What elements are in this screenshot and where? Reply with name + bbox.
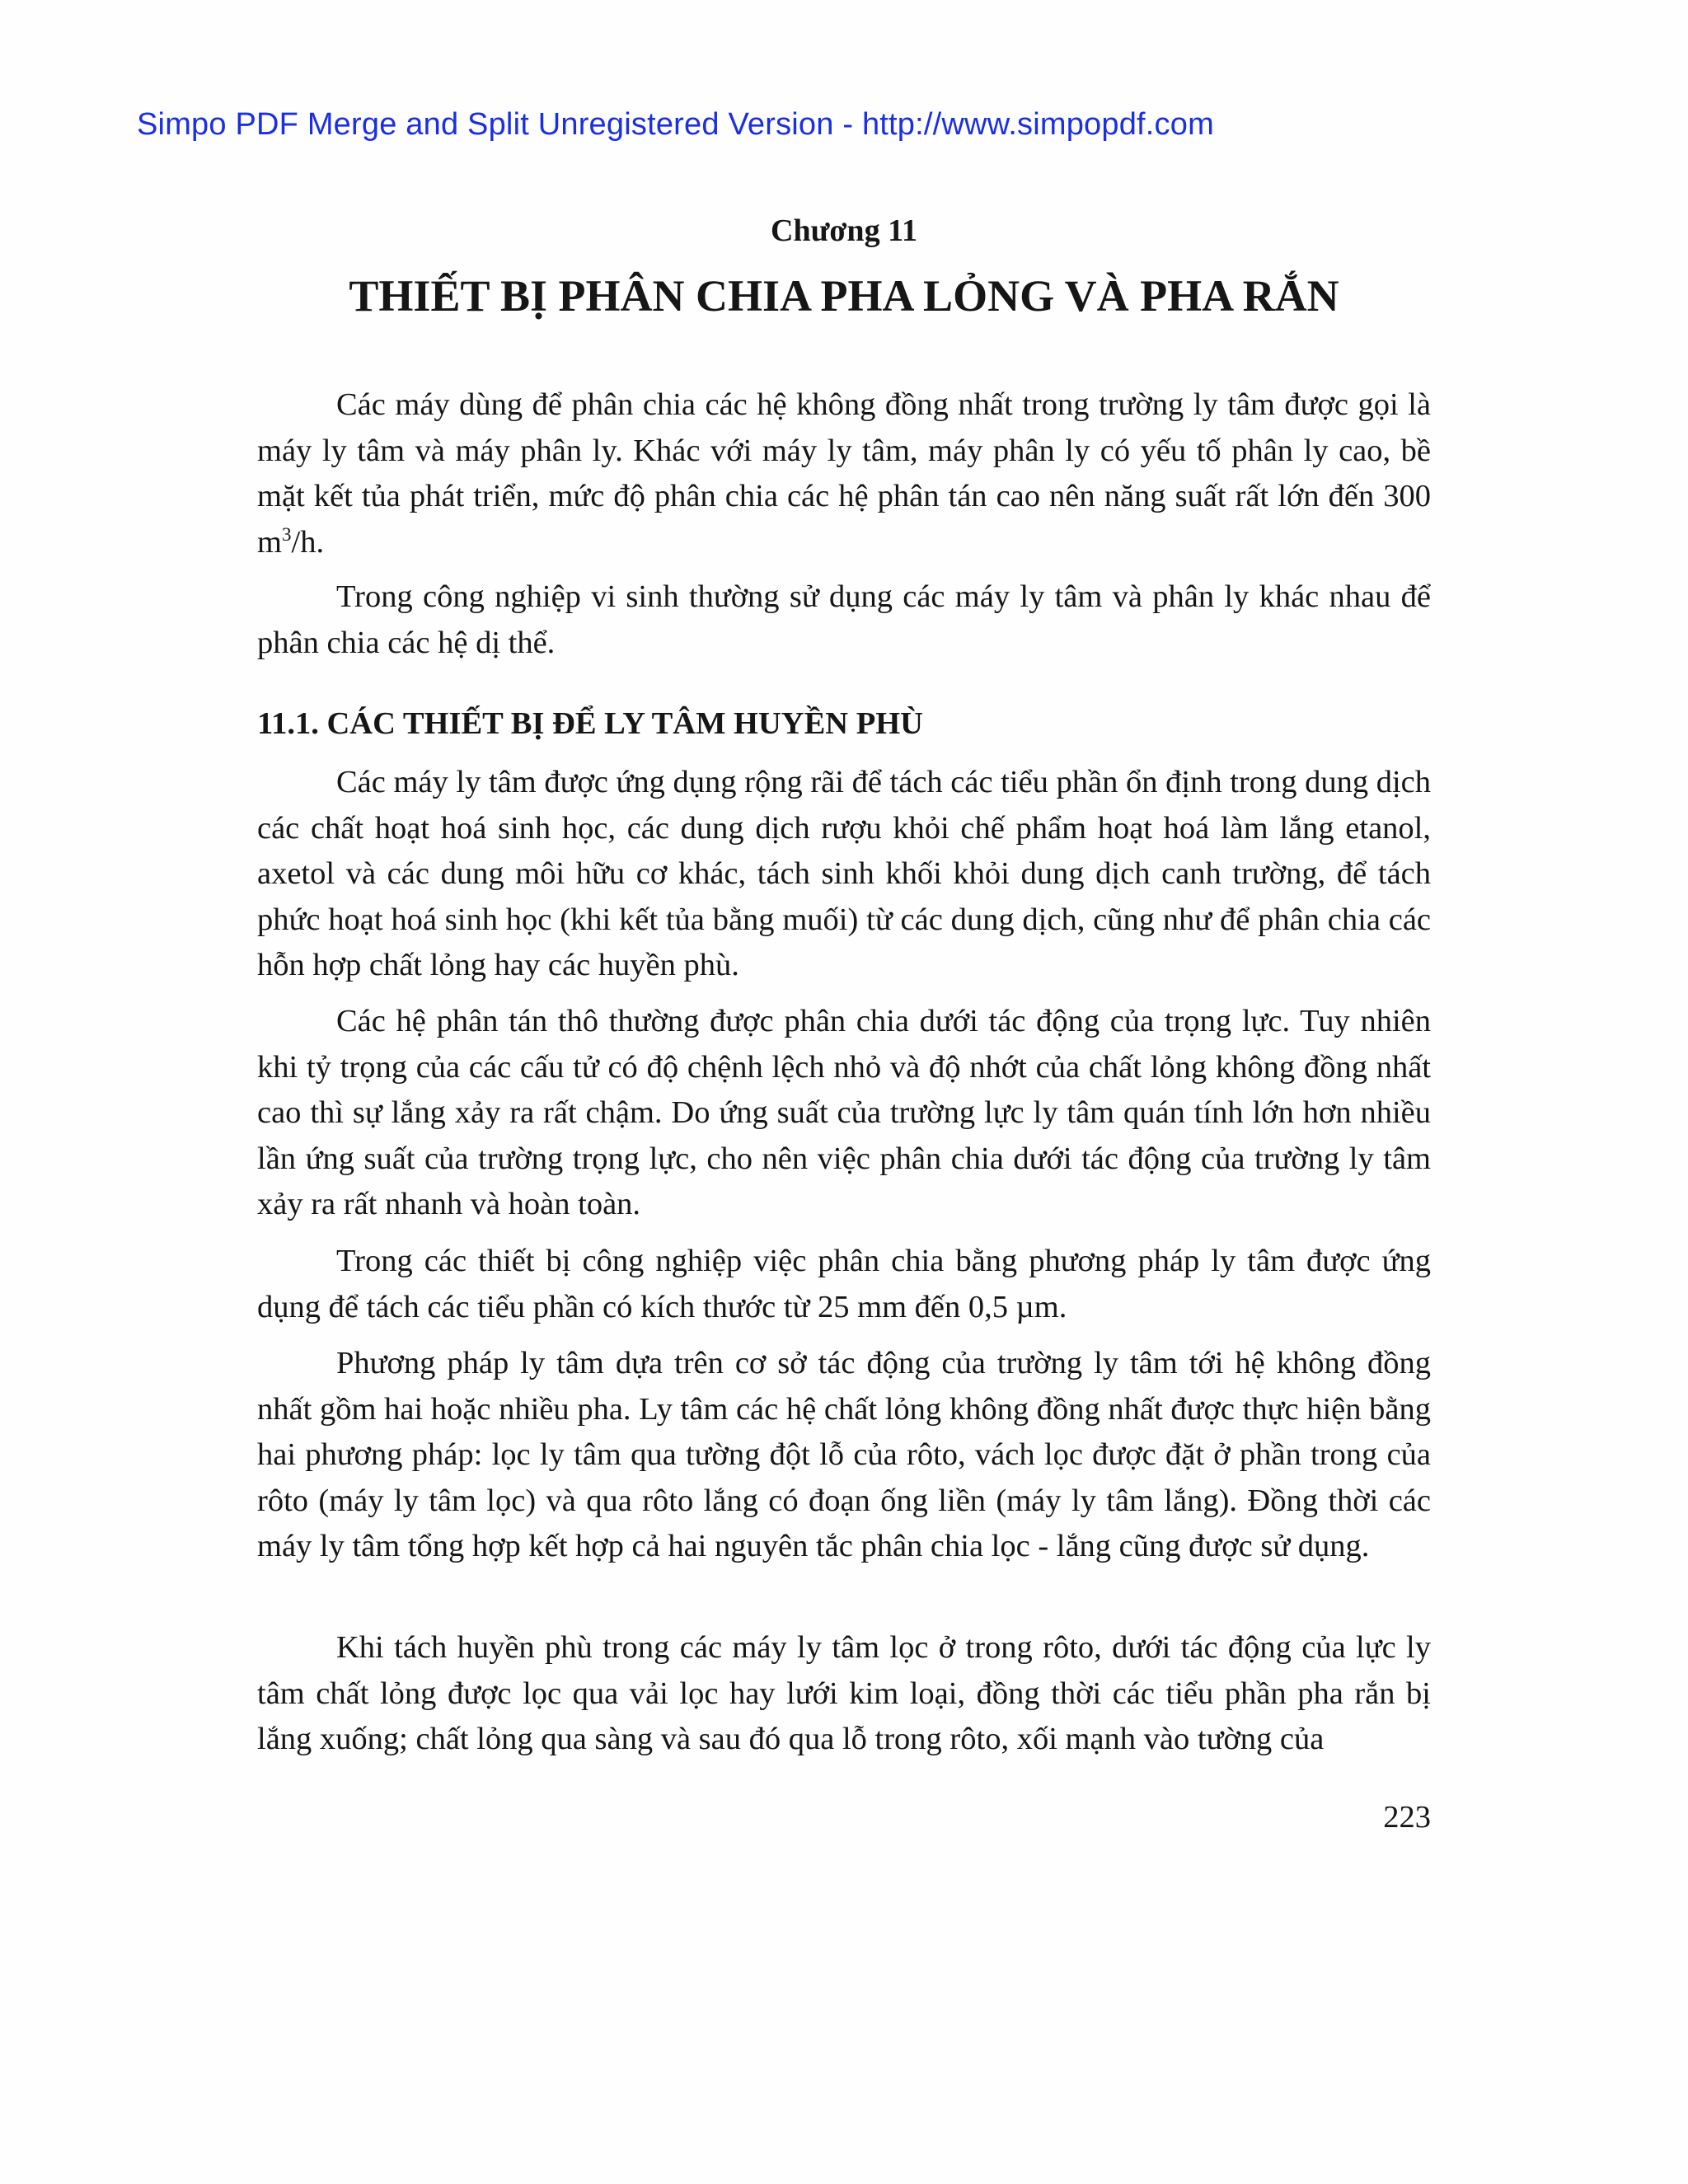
section-paragraph-1: Các máy ly tâm được ứng dụng rộng rãi để tách các tiểu phần ổn định trong dung dịch các chất hoạt hoá sinh học, các dung dịch rượu khỏi chế phẩm hoạt hoá làm lắng etanol, axetol và các dung môi hữu cơ khác, tách sinh khối khỏi dung dịch canh trường, để tách phức hoạt hoá sinh học (khi kết tủa bằng muối) từ các dung dịch, cũng như để phân chia các hỗn hợp chất lỏng hay các huyền phù. — [257, 765, 1431, 982]
page-number: 223 — [1383, 1800, 1431, 1835]
section-paragraph-3: Trong các thiết bị công nghiệp việc phân chia bằng phương pháp ly tâm được ứng dụng để tách các tiểu phần có kích thước từ 25 mm đến 0,5 µm. — [257, 1244, 1431, 1324]
intro-paragraph-1-end: /h. — [291, 524, 325, 560]
section-paragraph-5: Khi tách huyền phù trong các máy ly tâm lọc ở trong rôto, dưới tác động của lực ly tâm chất lỏng được lọc qua vải lọc hay lưới kim loại, đồng thời các tiểu phần pha rắn bị lắng xuống; chất lỏng qua sàng và sau đó qua lỗ trong rôto, xối mạnh vào tường của — [257, 1630, 1431, 1756]
unit-superscript: 3 — [281, 523, 292, 545]
chapter-label: Chương 11 — [771, 213, 917, 248]
intro-paragraph-2: Trong công nghiệp vi sinh thường sử dụng các máy ly tâm và phân ly khác nhau để phân chia các hệ dị thể. — [257, 579, 1431, 660]
section-paragraph-4: Phương pháp ly tâm dựa trên cơ sở tác động của trường ly tâm tới hệ không đồng nhất gồm hai hoặc nhiều pha. Ly tâm các hệ chất lỏng không đồng nhất được thực hiện bằng hai phương pháp: lọc ly tâm qua tường đột lỗ của rôto, vách lọc được đặt ở phần trong của rôto (máy ly tâm lọc) và qua rôto lắng có đoạn ống liền (máy ly tâm lắng). Đồng thời các máy ly tâm tổng hợp kết hợp cả hai nguyên tắc phân chia lọc - lắng cũng được sử dụng. — [257, 1346, 1431, 1563]
intro-paragraph-1-text: Các máy dùng để phân chia các hệ không đồng nhất trong trường ly tâm được gọi là máy ly tâm và máy phân ly. Khác với máy ly tâm, máy phân ly có yếu tố phân ly cao, bề mặt kết tủa phát triển, mức độ phân chia các hệ phân tán cao nên năng suất rất lớn đến 300 m — [257, 387, 1431, 560]
section-heading: 11.1. CÁC THIẾT BỊ ĐỂ LY TÂM HUYỀN PHÙ — [257, 706, 923, 741]
intro-paragraph-1 — [257, 382, 1431, 565]
chapter-title: THIẾT BỊ PHÂN CHIA PHA LỎNG VÀ PHA RẮN — [349, 271, 1339, 321]
section-paragraph-2: Các hệ phân tán thô thường được phân chia dưới tác động của trọng lực. Tuy nhiên khi tỷ trọng của các cấu tử có độ chệnh lệch nhỏ và độ nhớt của chất lỏng không đồng nhất cao thì sự lắng xảy ra rất chậm. Do ứng suất của trường lực ly tâm quán tính lớn hơn nhiều lần ứng suất của trường trọng lực, cho nên việc phân chia dưới tác động của trường ly tâm xảy ra rất nhanh và hoàn toàn. — [257, 1004, 1431, 1221]
watermark-banner: Simpo PDF Merge and Split Unregistered Version - http://www.simpopdf.com — [137, 107, 1214, 142]
